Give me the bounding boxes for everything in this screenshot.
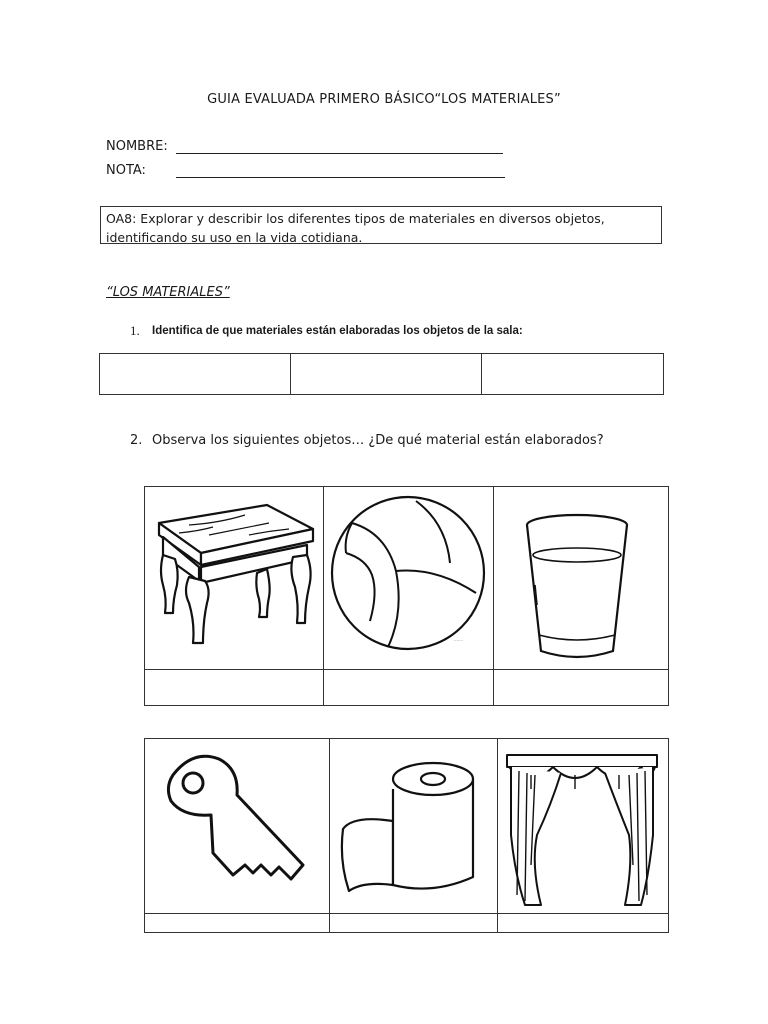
table-icon (149, 495, 319, 660)
curtain-image (501, 745, 666, 911)
question-2-number: 2. (130, 433, 143, 448)
objective-text: OA8: Explorar y describir los diferentes tipos de materiales en diversos objetos, identificando su uso en la vida cotidiana. (106, 211, 605, 245)
answer-cell[interactable] (324, 670, 493, 705)
answer-cell[interactable] (494, 670, 668, 705)
answer-cell[interactable] (145, 914, 329, 932)
section-title: “LOS MATERIALES” (106, 285, 230, 300)
curtain-icon (501, 745, 661, 911)
key-icon (153, 745, 323, 905)
answer-cell[interactable] (291, 354, 482, 395)
name-label: NOMBRE: (106, 139, 168, 154)
grade-answer-line[interactable] (176, 177, 505, 178)
answer-cell[interactable] (100, 354, 291, 395)
objects-grid-1 (144, 486, 669, 706)
ball-icon (326, 493, 491, 663)
objective-box (100, 206, 662, 244)
answer-cell[interactable] (145, 670, 323, 705)
question-2-text: Observa los siguientes objetos… ¿De qué material están elaborados? (152, 433, 604, 448)
glass-image (497, 495, 665, 667)
toilet-paper-image (333, 749, 495, 909)
page-title: GUIA EVALUADA PRIMERO BÁSICO“LOS MATERIALES” (207, 92, 561, 107)
grade-label: NOTA: (106, 163, 146, 178)
answer-cell[interactable] (498, 914, 668, 932)
ball-image (326, 493, 491, 665)
name-answer-line[interactable] (176, 153, 503, 154)
question-1-number: 1. (130, 323, 140, 338)
objects-grid-2 (144, 738, 669, 933)
svg-text:.......: ....... (454, 637, 463, 642)
question-1-text: Identifica de que materiales están elaboradas los objetos de la sala: (152, 325, 523, 337)
answer-cell[interactable] (482, 354, 664, 395)
answer-cell[interactable] (330, 914, 497, 932)
toilet-paper-icon (333, 749, 493, 909)
glass-icon (497, 495, 665, 667)
answer-table (99, 353, 664, 395)
table-image (149, 495, 319, 665)
key-image (153, 745, 325, 911)
